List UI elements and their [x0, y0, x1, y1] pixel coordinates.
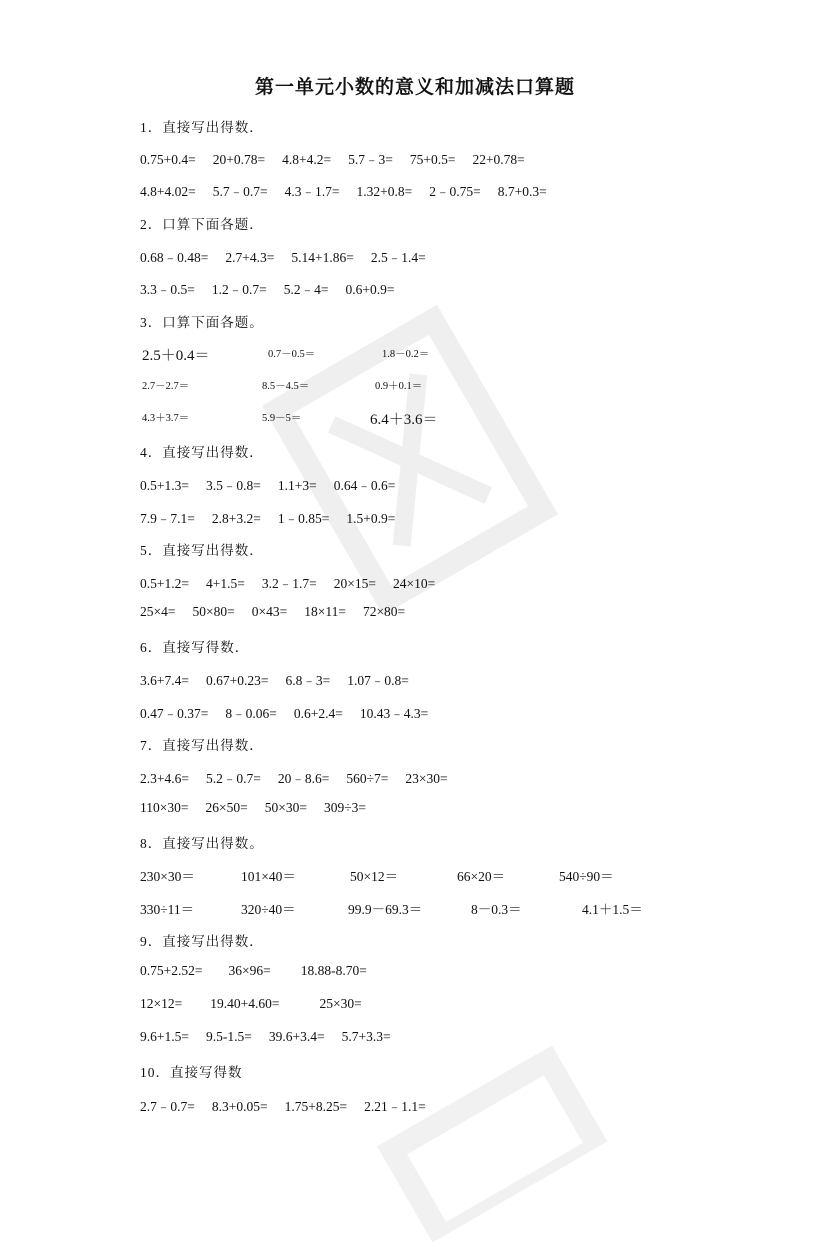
problem: 6.8﹣3=: [285, 673, 331, 688]
problem: 5.2﹣4=: [283, 282, 329, 297]
problem: 36×96=: [228, 963, 271, 978]
problem: 2﹣0.75=: [429, 184, 481, 199]
problem: 24×10=: [392, 576, 436, 591]
problem: 4.3﹣1.7=: [284, 184, 340, 199]
problem: 75+0.5=: [409, 152, 456, 167]
section-5-row-2: [140, 604, 422, 620]
section-2-heading: 2．口算下面各题．: [140, 217, 264, 232]
section-9-heading: 9．直接写出得数．: [140, 934, 264, 949]
problem: 4.3＋3.7＝: [142, 413, 190, 424]
problem: 2.7－2.7＝: [142, 381, 190, 392]
problem: 3.3﹣0.5=: [140, 282, 195, 297]
problem: 1﹣0.85=: [277, 511, 330, 526]
problem: 4.8+4.02=: [140, 184, 196, 199]
problem: 2.7﹣0.7=: [140, 1099, 195, 1114]
problem: 2.21﹣1.1=: [364, 1099, 426, 1114]
problem: 5.7+3.3=: [341, 1029, 391, 1044]
section-9-row-3: [140, 1029, 408, 1045]
problem: 2.5﹣1.4=: [370, 250, 426, 265]
problem: 9.6+1.5=: [140, 1029, 189, 1044]
problem: 0.67+0.23=: [205, 673, 269, 688]
problem: 72×80=: [362, 604, 406, 619]
section-10-heading: 10．直接写得数: [140, 1065, 243, 1080]
problem: 1.75+8.25=: [284, 1099, 348, 1114]
problem: 330÷11＝: [140, 902, 195, 917]
problem: 20﹣8.6=: [277, 771, 330, 786]
section-8-heading: 8．直接写出得数。: [140, 836, 264, 851]
problem: 25×30=: [319, 996, 362, 1011]
problem: 99.9－69.3＝: [348, 902, 423, 917]
problem: 25×4=: [140, 604, 176, 619]
section-1-row-1: [140, 148, 542, 168]
problem: 23×30=: [405, 771, 448, 786]
watermark-graphic-bottom: [365, 1033, 616, 1247]
problem: 19.40+4.60=: [210, 996, 280, 1011]
problem: 0.68﹣0.48=: [140, 250, 209, 265]
problem: 309÷3=: [323, 800, 366, 815]
problem: 1.5+0.9=: [346, 511, 396, 526]
problem: 2.7+4.3=: [225, 250, 275, 265]
problem: 0.64﹣0.6=: [333, 478, 396, 493]
problem: 8﹣0.06=: [225, 706, 277, 721]
problem: 0.9＋0.1＝: [375, 381, 423, 392]
problem: 18×11=: [304, 604, 346, 619]
problem: 320÷40＝: [241, 902, 296, 917]
section-7-row-2: [140, 800, 383, 816]
problem: 0.7－0.5＝: [268, 349, 316, 360]
section-2-row-2: [140, 278, 411, 298]
problem: 66×20＝: [457, 869, 506, 884]
problem: 20×15=: [333, 576, 376, 591]
problem: 0.5+1.3=: [140, 478, 189, 493]
problem: 12×12=: [140, 996, 183, 1011]
section-1-heading: 1．直接写出得数．: [140, 120, 264, 135]
problem: 110×30=: [140, 800, 189, 815]
problem: 1.32+0.8=: [356, 184, 413, 199]
problem: 26×50=: [205, 800, 248, 815]
problem: 18.88-8.70=: [300, 963, 367, 978]
section-9-row-1: [140, 963, 384, 979]
problem: 560÷7=: [346, 771, 389, 786]
problem: 8.7+0.3=: [497, 184, 547, 199]
problem: 50×30=: [264, 800, 307, 815]
problem: 0.75+2.52=: [140, 963, 203, 978]
page-title: 第一单元小数的意义和加减法口算题: [254, 77, 575, 98]
problem: 1.8－0.2＝: [382, 349, 430, 360]
problem: 8.3+0.05=: [211, 1099, 268, 1114]
problem: 4.1＋1.5＝: [582, 902, 643, 917]
section-10-row-1: [140, 1095, 443, 1115]
section-5-row-1: [140, 572, 452, 592]
section-7-row-1: [140, 767, 465, 787]
problem: 3.5﹣0.8=: [205, 478, 261, 493]
problem: 20+0.78=: [212, 152, 266, 167]
problem: 2.3+4.6=: [140, 771, 189, 786]
problem: 22+0.78=: [472, 152, 525, 167]
section-4-row-1: [140, 474, 412, 494]
problem: 5.9－5＝: [262, 413, 302, 424]
problem: 4.8+4.2=: [282, 152, 332, 167]
section-6-row-1: [140, 669, 426, 689]
problem: 0.47﹣0.37=: [140, 706, 209, 721]
problem: 5.2﹣0.7=: [205, 771, 261, 786]
problem: 0.6+2.4=: [293, 706, 343, 721]
section-5-heading: 5．直接写出得数．: [140, 543, 264, 558]
problem: 1.1+3=: [277, 478, 317, 493]
problem: 50×12＝: [350, 869, 399, 884]
problem: 230×30＝: [140, 869, 195, 884]
problem: 7.9﹣7.1=: [140, 511, 195, 526]
section-2-row-1: [140, 246, 443, 266]
problem: 540÷90＝: [559, 869, 614, 884]
section-7-heading: 7．直接写出得数．: [140, 738, 264, 753]
problem: 101×40＝: [241, 869, 296, 884]
problem: 0.6+0.9=: [345, 282, 395, 297]
problem: 5.7﹣0.7=: [212, 184, 268, 199]
problem: 39.6+3.4=: [268, 1029, 325, 1044]
problem: 5.7﹣3=: [348, 152, 393, 167]
problem: 2.5＋0.4＝: [142, 348, 210, 364]
problem: 9.5-1.5=: [205, 1029, 252, 1044]
problem: 1.2﹣0.7=: [211, 282, 267, 297]
problem: 0.75+0.4=: [140, 152, 196, 167]
problem: 8－0.3＝: [471, 902, 522, 917]
problem: 0.5+1.2=: [140, 576, 189, 591]
problem: 6.4＋3.6＝: [370, 412, 438, 428]
problem: 1.07﹣0.8=: [347, 673, 409, 688]
problem: 4+1.5=: [205, 576, 245, 591]
problem: 3.6+7.4=: [140, 673, 189, 688]
section-4-row-2: [140, 507, 412, 527]
problem: 0×43=: [251, 604, 288, 619]
problem: 8.5－4.5＝: [262, 381, 310, 392]
problem: 50×80=: [192, 604, 235, 619]
section-9-row-2: [140, 996, 379, 1012]
section-4-heading: 4．直接写出得数．: [140, 445, 264, 460]
problem: 10.43﹣4.3=: [359, 706, 429, 721]
section-6-heading: 6．直接写得数．: [140, 640, 250, 655]
problem: 2.8+3.2=: [211, 511, 261, 526]
problem: 5.14+1.86=: [291, 250, 354, 265]
problem: 3.2﹣1.7=: [261, 576, 317, 591]
section-6-row-2: [140, 702, 445, 722]
section-3-heading: 3．口算下面各题。: [140, 315, 264, 330]
section-1-row-2: [140, 180, 564, 200]
